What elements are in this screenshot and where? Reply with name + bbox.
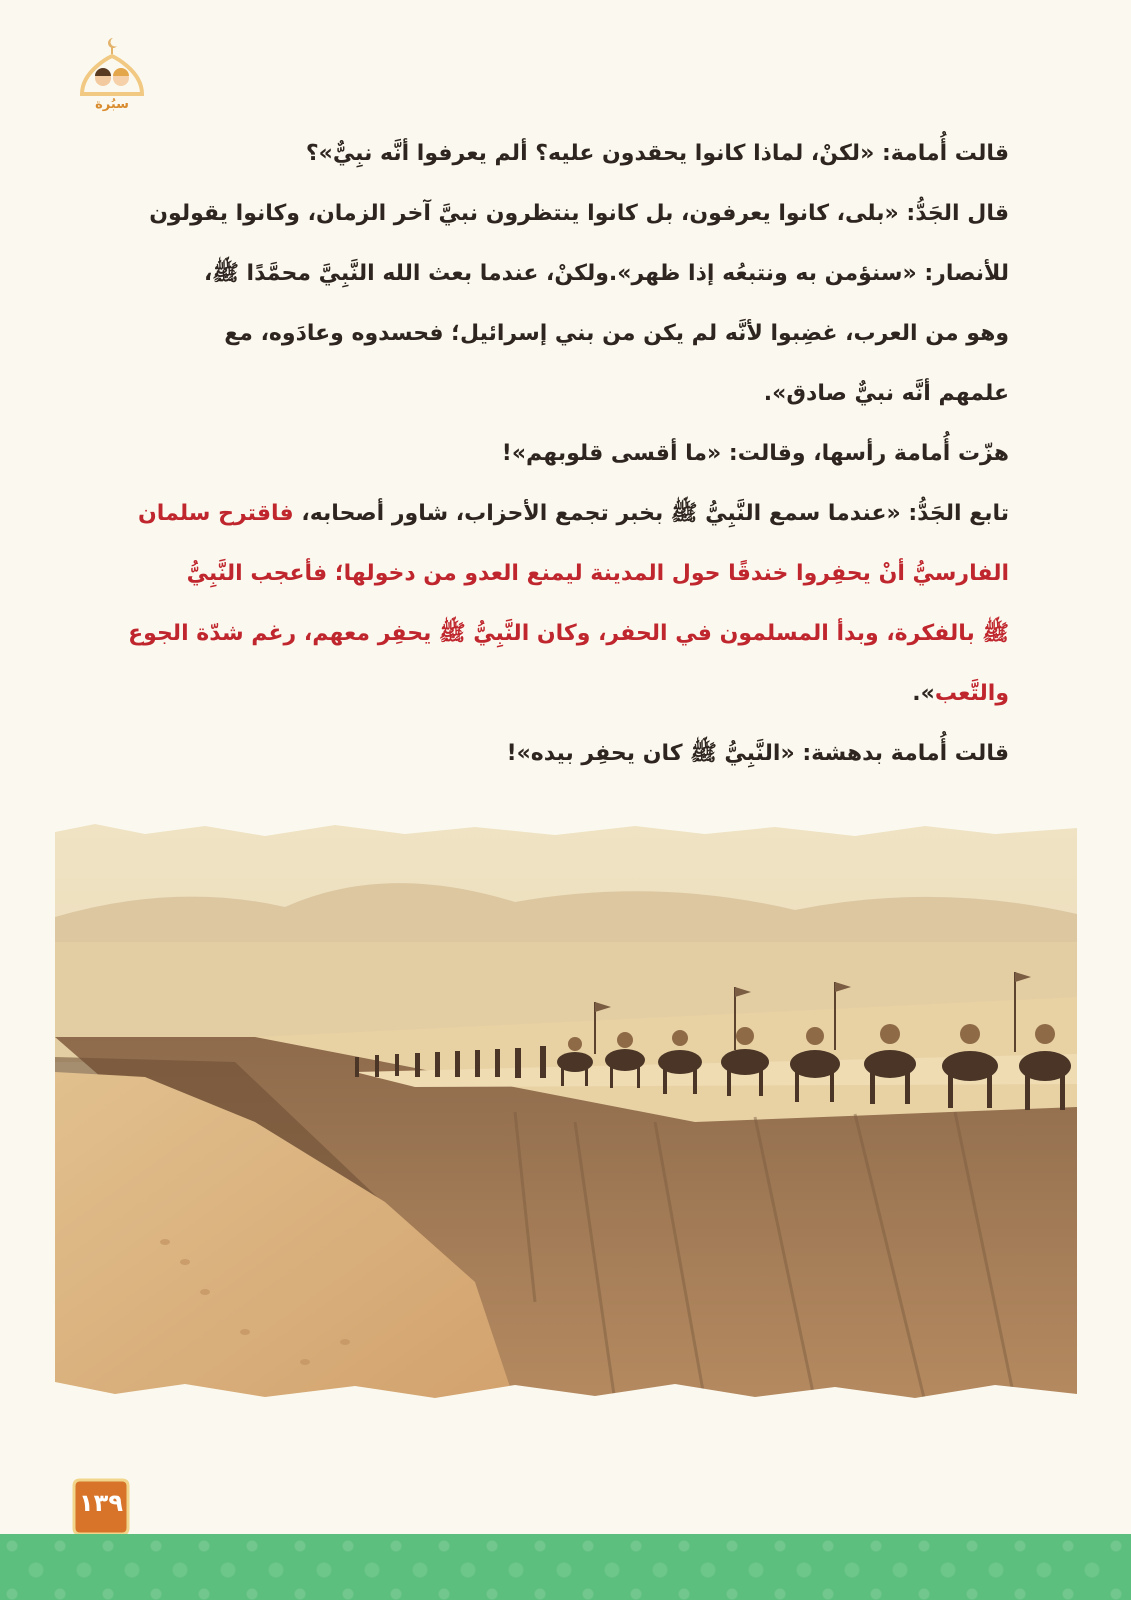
body-text: قالت أُمامة: «لكنْ، لماذا كانوا يحقدون عليه؟ ألم يعرفوا أنَّه نبِيٌّ»؟ [305, 141, 1009, 166]
body-text: ». [912, 681, 935, 706]
highlighted-text: فاقترح سلمان [138, 501, 294, 526]
logo-text: سبُرة [95, 97, 129, 112]
story-line [120, 184, 1009, 244]
story-line [120, 724, 1009, 784]
story-line [120, 544, 1009, 604]
body-text: علمهم أنَّه نبيٌّ صادق». [763, 381, 1009, 406]
highlighted-text: ﷺ بالفكرة، وبدأ المسلمون في الحفر، وكان النَّبِيُّ ﷺ يحفِر معهم، رغم شدّة الجوع [128, 621, 1009, 646]
story-line [120, 124, 1009, 184]
story-text [120, 124, 1009, 784]
story-paragraph [120, 184, 1009, 424]
story-paragraph [120, 724, 1009, 784]
story-line [120, 244, 1009, 304]
story-line [120, 364, 1009, 424]
story-line [120, 304, 1009, 364]
story-paragraph [120, 424, 1009, 484]
footer-band [0, 1534, 1131, 1600]
body-text: قال الجَدُّ: «بلى، كانوا يعرفون، بل كانوا ينتظرون نبيَّ آخر الزمان، وكانوا يقولون [149, 201, 1009, 226]
story-line [120, 484, 1009, 544]
body-text: للأنصار: «سنؤمن به ونتبعُه إذا ظهر».ولكنْ، عندما بعث الله النَّبِيَّ محمَّدًا ﷺ، [203, 261, 1009, 286]
story-paragraph [120, 124, 1009, 184]
body-text: تابع الجَدُّ: «عندما سمع النَّبِيُّ ﷺ بخبر تجمع الأحزاب، شاور أصحابه، [293, 501, 1009, 526]
logo [76, 34, 148, 124]
body-text: هزّت أُمامة رأسها، وقالت: «ما أقسى قلوبهم»! [501, 441, 1009, 466]
story-line [120, 604, 1009, 664]
highlighted-text: والتَّعب [934, 681, 1009, 706]
story-line [120, 664, 1009, 724]
story-line [120, 424, 1009, 484]
body-text: وهو من العرب، غضِبوا لأنَّه لم يكن من بني إسرائيل؛ فحسدوه وعادَوه، مع [224, 321, 1009, 346]
body-text: قالت أُمامة بدهشة: «النَّبِيُّ ﷺ كان يحفِر بيده»! [506, 741, 1009, 766]
trench-illustration [55, 822, 1077, 1402]
page-number: ١٣٩ [79, 1489, 123, 1517]
story-paragraph [120, 484, 1009, 724]
highlighted-text: الفارسيُّ أنْ يحفِروا خندقًا حول المدينة ليمنع العدو من دخولها؛ فأعجب النَّبِيُّ [186, 561, 1009, 586]
